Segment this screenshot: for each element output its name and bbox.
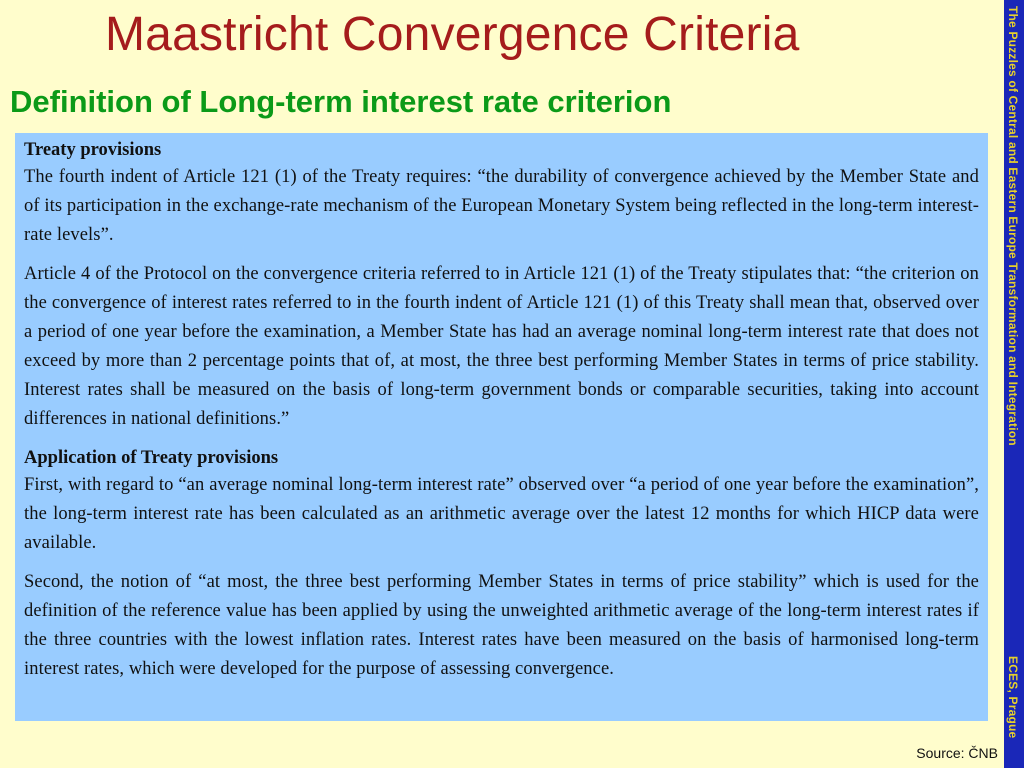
application-section bbox=[24, 446, 979, 684]
source-label: Source: ČNB bbox=[916, 745, 998, 761]
paragraph: The fourth indent of Article 121 (1) of the Treaty requires: “the durability of convergence achieved by the Member State and of its participation in the exchange-rate mechanism of the European Monetary System being reflected in the long-term interest-rate levels”. bbox=[24, 167, 979, 245]
slide-subtitle: Definition of Long-term interest rate criterion bbox=[10, 84, 672, 119]
paragraph: First, with regard to “an average nominal long-term interest rate” observed over “a period of one year before the examination”, the long-term interest rate has been calculated as an arithmetic average over the latest 12 months for which HICP data were available. bbox=[24, 475, 979, 553]
sidebar-conference-title: The Puzzles of Central and Eastern Europe Transformation and Integration bbox=[1006, 6, 1020, 446]
right-sidebar bbox=[1004, 0, 1024, 768]
paragraph: Article 4 of the Protocol on the convergence criteria referred to in Article 121 (1) of the Treaty stipulates that: “the criterion on the convergence of interest rates referred to in the fourth indent of Article 121 (1) of this Treaty shall mean that, observed over a period of one year before the examination, a Member State has had an average nominal long-term interest rate that does not exceed by more than 2 percentage points that of, at most, the three best performing Member States in terms of price stability. Interest rates shall be measured on the basis of long-term government bonds or comparable securities, taking into account differences in national definitions.” bbox=[24, 264, 979, 429]
treaty-text-panel bbox=[15, 133, 988, 721]
section-heading-application: Application of Treaty provisions bbox=[24, 448, 279, 468]
section-heading-treaty-provisions: Treaty provisions bbox=[24, 140, 162, 160]
slide-title: Maastricht Convergence Criteria bbox=[105, 8, 800, 61]
treaty-provisions-section bbox=[24, 138, 979, 434]
paragraph: Second, the notion of “at most, the three best performing Member States in terms of price stability” which is used for the definition of the reference value has been applied by using the unweighted arithmetic average of the long-term interest rates if the three countries with the lowest inflation rates. Interest rates have been measured on the basis of harmonised long-term interest rates, which were developed for the purpose of assessing convergence. bbox=[24, 572, 979, 679]
sidebar-organization: ECES, Prague bbox=[1006, 656, 1020, 739]
